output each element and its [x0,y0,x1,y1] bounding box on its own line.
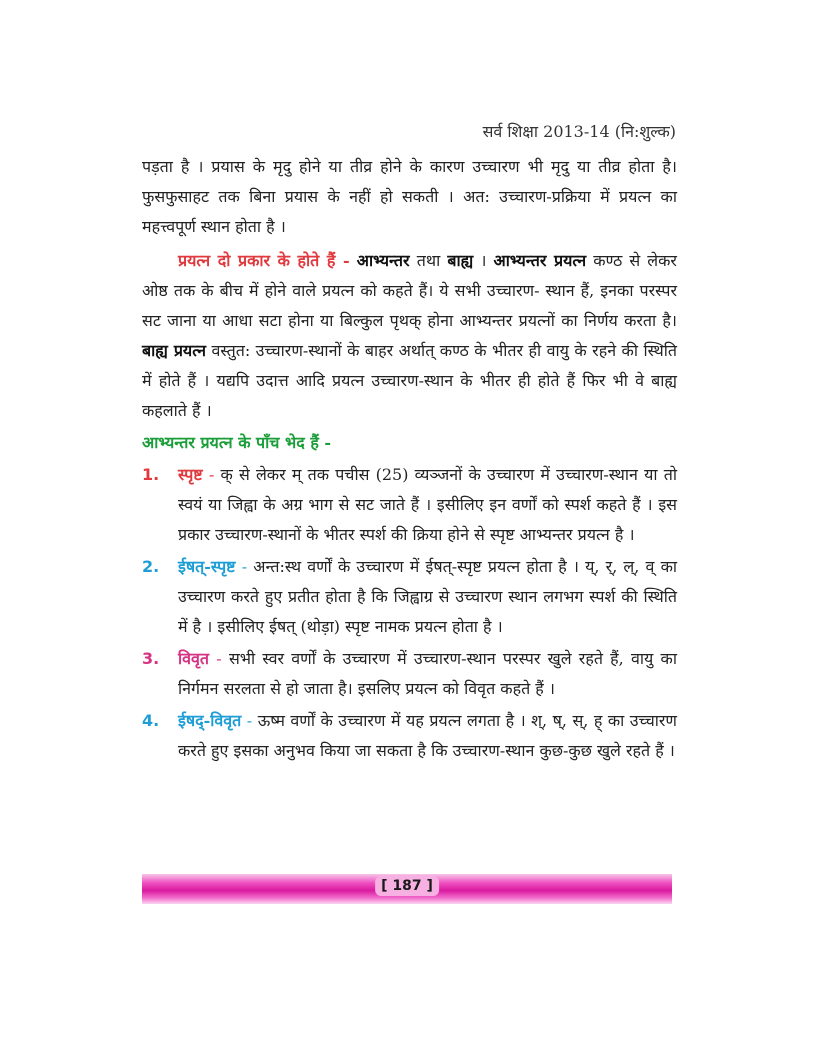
page-header: सर्व शिक्षा 2013-14 (नि:शुल्क) [482,122,676,141]
item-text: सभी स्वर वर्णों के उच्चारण में उच्चारण-स्थान परस्पर खुले रहते हैं, वायु का निर्गमन सरलता से हो जाता है। इसलिए प्रयत्न को विवृत कहते हैं । [178,649,677,698]
term-bahya-prayatna: बाह्य प्रयत्न [142,341,206,360]
conjunction: तथा [416,251,441,270]
term-abhyantar: आभ्यन्तर [356,251,410,270]
item-dash: - [246,711,253,730]
list-item [142,460,677,550]
item-text: ऊष्म वर्णों के उच्चारण में यह प्रयत्न लगता है । श्, ष्, स्, ह् का उच्चारण करते हुए इसका अनुभव किया जा सकता है कि उच्चारण-स्थान कुछ-कुछ खुले रहते हैं । [178,711,677,760]
item-dash: - [241,557,248,576]
list-item [142,644,677,704]
item-number: 3. [142,649,160,668]
item-text: क् से लेकर म् तक पचीस (25) व्यञ्जनों के उच्चारण में उच्चारण-स्थान या तो स्वयं या जिह्वा के अग्र भाग से सट जाते हैं । इसीलिए इन वर्णों को स्पर्श कहते हैं । इस प्रकार उच्चारण-स्थानों के भीतर स्पर्श की क्रिया होने से स्पृष्ट आभ्यन्तर प्रयत्न है । [178,465,677,544]
types-paragraph [142,246,677,426]
item-term: ईषद्-विवृत [178,711,242,730]
item-body [178,552,677,642]
item-text: अन्त:स्थ वर्णों के उच्चारण में ईषत्-स्पृष्ट प्रयत्न होता है । य्, र्, ल्, व् का उच्चारण करते हुए प्रतीत होता है कि जिह्वाग्र से उच्चारण स्थान लगभग स्पर्श की स्थिति में है । इसीलिए ईषत् (थोड़ा) स्पृष्ट नामक प्रयत्न होता है । [178,557,677,636]
item-body [178,460,677,550]
bahya-definition: वस्तुत: उच्चारण-स्थानों के बाहर अर्थात् कण्ठ के भीतर ही वायु के रहने की स्थिति में होते हैं । यद्यपि उदात्त आदि प्रयत्न उच्चारण-स्थान के भीतर ही होते हैं फिर भी वे बाह्य कहलाते हैं । [142,341,677,420]
subheading: आभ्यन्तर प्रयत्न के पाँच भेद हैं - [142,433,332,452]
types-lead: प्रयत्न दो प्रकार के होते हैं - [178,251,350,270]
term-abhyantar-prayatna: आभ्यन्तर प्रयत्न [493,251,587,270]
page-number: [ 187 ] [375,876,439,896]
list-item [142,706,677,766]
separator: । [480,251,487,270]
term-bahya: बाह्य [447,251,474,270]
item-dash: - [216,649,222,668]
item-number: 2. [142,557,160,576]
item-term: विवृत [178,649,210,668]
intro-paragraph: पड़ता है । प्रयास के मृदु होने या तीव्र होने के कारण उच्चारण भी मृदु या तीव्र होता है। फुसफुसाहट तक बिना प्रयास के नहीं हो सकती । अत: उच्चारण-प्रक्रिया में प्रयत्न का महत्त्वपूर्ण स्थान होता है । [142,157,677,236]
item-number: 1. [142,465,160,484]
item-body [178,706,677,766]
abhyantar-definition: कण्ठ से लेकर ओष्ठ तक के बीच में होने वाले प्रयत्न को कहते हैं। ये सभी उच्चारण- स्थान हैं, इनका परस्पर सट जाना या आधा सटा होना या बिल्कुल पृथक् होना आभ्यन्तर प्रयत्नों का निर्णय करता है। [142,251,677,330]
item-body [178,644,677,704]
item-dash: - [208,465,215,484]
item-term: स्पृष्ट [178,465,203,484]
list-item [142,552,677,642]
item-term: ईषत्-स्पृष्ट [178,557,236,576]
page-content [142,152,677,766]
footer-band [142,874,672,904]
item-number: 4. [142,711,160,730]
